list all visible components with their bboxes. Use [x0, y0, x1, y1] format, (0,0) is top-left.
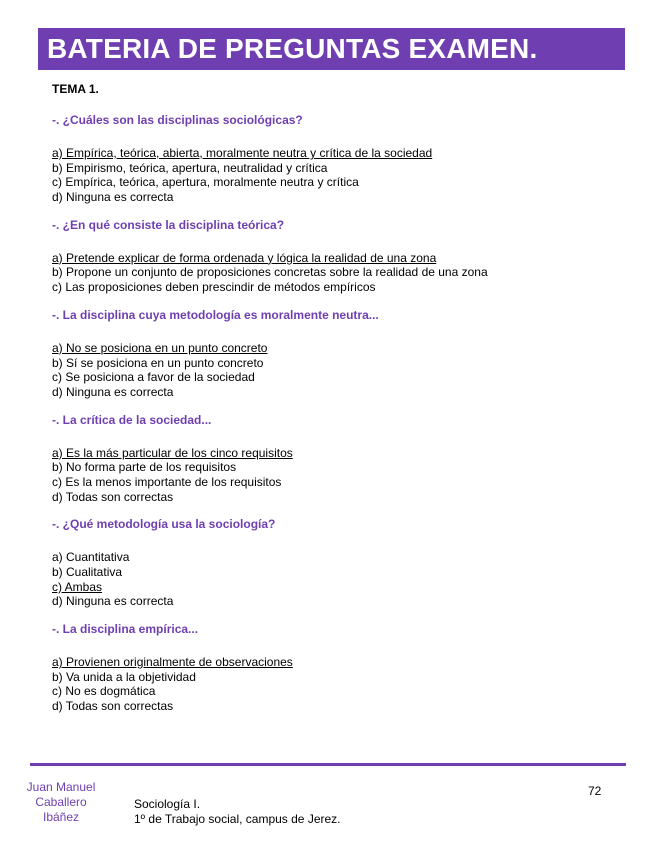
question-block [52, 517, 612, 609]
answer-option: d) Todas son correctas [52, 699, 174, 714]
answer-option: d) Ninguna es correcta [52, 384, 174, 399]
course-detail: 1º de Trabajo social, campus de Jerez. [134, 812, 341, 826]
footer-divider [30, 763, 626, 766]
answer-option-correct: a) Provienen originalmente de observaciones [52, 655, 293, 670]
question-text: -. ¿Cuáles son las disciplinas sociológicas? [52, 113, 303, 127]
answer-option: b) No forma parte de los requisitos [52, 460, 237, 475]
question-text: -. La disciplina cuya metodología es moralmente neutra... [52, 307, 379, 322]
answer-option-correct: a) No se posiciona en un punto concreto [52, 340, 268, 355]
question-block [52, 113, 612, 205]
answer-option: d) Todas son correctas [52, 489, 174, 504]
answer-option: b) Cualitativa [52, 565, 123, 579]
question-text: -. ¿Qué metodología usa la sociología? [52, 517, 276, 532]
title-banner [38, 28, 625, 70]
page-title: BATERIA DE PREGUNTAS EXAMEN. [47, 33, 538, 64]
question-text: -. La crítica de la sociedad... [52, 412, 212, 427]
answer-option: a) Cuantitativa [52, 550, 130, 565]
course-info [134, 797, 341, 827]
answer-option-correct: a) Pretende explicar de forma ordenada y lógica la realidad de una zona [52, 250, 437, 265]
author-name [20, 780, 102, 825]
question-block [52, 308, 612, 400]
answer-option: c) Empírica, teórica, apertura, moralmente neutra y crítica [52, 175, 359, 190]
answer-option: c) Se posiciona a favor de la sociedad [52, 370, 255, 385]
answer-option-correct: c) Ambas [52, 579, 103, 594]
answer-option: d) Ninguna es correcta [52, 190, 174, 205]
answer-option: d) Ninguna es correcta [52, 594, 174, 609]
question-list [52, 113, 612, 727]
answer-option: b) Propone un conjunto de proposiciones concretas sobre la realidad de una zona [52, 265, 488, 280]
question-block [52, 622, 612, 714]
answer-option: b) Sí se posiciona en un punto concreto [52, 355, 264, 370]
author-line: Ibáñez [42, 810, 80, 824]
answer-option: c) No es dogmática [52, 684, 156, 699]
answer-option: c) Las proposiciones deben prescindir de métodos empíricos [52, 280, 376, 295]
author-line: Juan Manuel [26, 780, 96, 794]
topic-heading: TEMA 1. [52, 82, 99, 96]
answer-option-correct: a) Es la más particular de los cinco requisitos [52, 445, 293, 460]
question-text: -. ¿En qué consiste la disciplina teórica? [52, 217, 285, 232]
answer-option: b) Empirismo, teórica, apertura, neutralidad y crítica [52, 160, 328, 175]
question-text: -. La disciplina empírica... [52, 622, 199, 637]
answer-option-correct: a) Empírica, teórica, abierta, moralmente neutra y crítica de la sociedad [52, 146, 433, 160]
question-block [52, 218, 612, 295]
author-line: Caballero [35, 795, 87, 809]
course-name: Sociología I. [134, 797, 201, 811]
answer-option: b) Va unida a la objetividad [52, 669, 196, 684]
question-block [52, 413, 612, 505]
page-number: 72 [588, 784, 602, 798]
answer-option: c) Es la menos importante de los requisitos [52, 474, 282, 489]
